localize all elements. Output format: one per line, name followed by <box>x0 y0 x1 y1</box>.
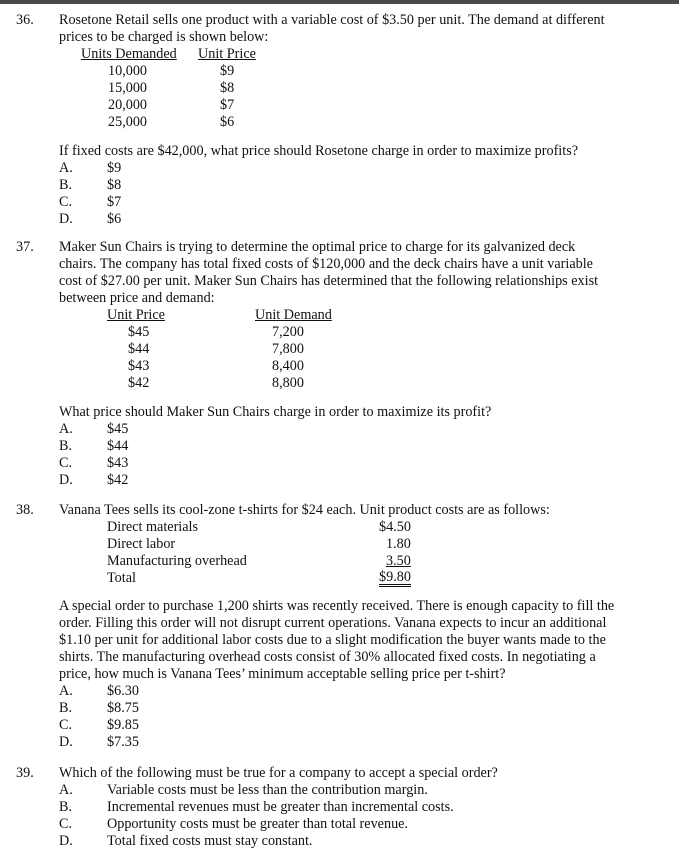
question-prompt: If fixed costs are $42,000, what price should Rosetone charge in order to maximize profits? <box>59 143 579 159</box>
column-header: Unit Price <box>107 307 165 323</box>
question-prompt: Which of the following must be true for a company to accept a special order? <box>59 765 498 781</box>
column-header: Unit Price <box>198 46 256 62</box>
table-cell: $7 <box>220 97 235 113</box>
question-text: shirts. The manufacturing overhead costs consist of 30% allocated fixed costs. In negotiating a <box>59 649 596 665</box>
table-row <box>59 97 659 114</box>
question-text: Maker Sun Chairs is trying to determine the optimal price to charge for its galvanized deck <box>59 239 576 255</box>
table-cell: 7,800 <box>272 341 304 357</box>
cost-value: 3.50 <box>386 553 411 569</box>
option-letter: C. <box>59 455 73 471</box>
option-text: $6 <box>107 211 122 227</box>
option-text: $9 <box>107 160 122 176</box>
answer-option-d[interactable] <box>59 211 659 228</box>
option-text: Opportunity costs must be greater than total revenue. <box>107 816 409 832</box>
answer-option-b[interactable] <box>59 700 659 717</box>
question-number: 39. <box>16 765 34 781</box>
question-text: cost of $27.00 per unit. Maker Sun Chairs has determined that the following relationships exist <box>59 273 599 289</box>
answer-option-a[interactable] <box>59 683 659 700</box>
option-text: $7 <box>107 194 122 210</box>
option-text: $44 <box>107 438 129 454</box>
option-letter: B. <box>59 177 73 193</box>
table-cell: 25,000 <box>108 114 148 130</box>
question-text: $1.10 per unit for additional labor costs due to a slight modification the buyer wants made to the <box>59 632 606 648</box>
option-text: Incremental revenues must be greater than incremental costs. <box>107 799 454 815</box>
question-text: Vanana Tees sells its cool-zone t-shirts for $24 each. Unit product costs are as follows: <box>59 502 550 518</box>
answer-option-c[interactable] <box>59 816 659 833</box>
cost-label: Manufacturing overhead <box>107 553 247 569</box>
table-row <box>59 324 659 341</box>
table-cell: 8,400 <box>272 358 304 374</box>
option-text: $9.85 <box>107 717 139 733</box>
cost-value: $4.50 <box>379 519 411 535</box>
answer-option-a[interactable] <box>59 160 659 177</box>
table-row <box>59 63 659 80</box>
answer-option-d[interactable] <box>59 833 659 850</box>
table-cell: 10,000 <box>108 63 148 79</box>
cost-label: Direct materials <box>107 519 198 535</box>
cost-label: Direct labor <box>107 536 176 552</box>
cost-row <box>59 536 659 553</box>
cost-row <box>59 553 659 570</box>
answer-option-a[interactable] <box>59 782 659 799</box>
option-text: Total fixed costs must stay constant. <box>107 833 313 849</box>
table-row <box>59 80 659 97</box>
option-text: $45 <box>107 421 129 437</box>
answer-option-b[interactable] <box>59 438 659 455</box>
question-text: between price and demand: <box>59 290 215 306</box>
answer-option-d[interactable] <box>59 734 659 751</box>
table-row <box>59 375 659 392</box>
question-prompt: What price should Maker Sun Chairs charge in order to maximize its profit? <box>59 404 492 420</box>
option-text: $8 <box>107 177 122 193</box>
option-text: Variable costs must be less than the contribution margin. <box>107 782 428 798</box>
option-text: $7.35 <box>107 734 139 750</box>
column-header: Units Demanded <box>81 46 177 62</box>
cost-row-total <box>59 570 659 587</box>
option-letter: D. <box>59 472 73 488</box>
answer-option-b[interactable] <box>59 799 659 816</box>
table-cell: $9 <box>220 63 235 79</box>
option-letter: B. <box>59 438 73 454</box>
price-demand-table-header <box>59 307 659 324</box>
page-top-border <box>0 0 679 4</box>
question-text: order. Filling this order will not disrupt current operations. Vanana expects to incur an additional <box>59 615 607 631</box>
table-row <box>59 114 659 131</box>
question-number: 36. <box>16 12 34 28</box>
table-row <box>59 341 659 358</box>
table-cell: $42 <box>128 375 150 391</box>
cost-total-value: $9.80 <box>379 569 411 585</box>
table-cell: $6 <box>220 114 235 130</box>
cost-value: 1.80 <box>386 536 411 552</box>
option-letter: C. <box>59 816 73 832</box>
table-cell: 7,200 <box>272 324 304 340</box>
answer-option-c[interactable] <box>59 194 659 211</box>
column-header: Unit Demand <box>255 307 332 323</box>
option-text: $43 <box>107 455 129 471</box>
table-cell: $43 <box>128 358 150 374</box>
question-number: 37. <box>16 239 34 255</box>
answer-option-b[interactable] <box>59 177 659 194</box>
table-cell: $45 <box>128 324 150 340</box>
cost-label: Total <box>107 570 136 586</box>
option-letter: C. <box>59 717 73 733</box>
question-number: 38. <box>16 502 34 518</box>
question-text: chairs. The company has total fixed costs of $120,000 and the deck chairs have a unit variable <box>59 256 593 272</box>
table-cell: 8,800 <box>272 375 304 391</box>
option-letter: D. <box>59 734 73 750</box>
table-cell: 20,000 <box>108 97 148 113</box>
question-prompt: price, how much is Vanana Tees’ minimum acceptable selling price per t-shirt? <box>59 666 506 682</box>
option-letter: A. <box>59 421 73 437</box>
option-text: $6.30 <box>107 683 139 699</box>
option-letter: A. <box>59 782 73 798</box>
option-text: $8.75 <box>107 700 139 716</box>
demand-table-header <box>59 46 659 63</box>
option-letter: B. <box>59 799 73 815</box>
answer-option-a[interactable] <box>59 421 659 438</box>
option-letter: D. <box>59 833 73 849</box>
option-text: $42 <box>107 472 129 488</box>
table-cell: $8 <box>220 80 235 96</box>
option-letter: D. <box>59 211 73 227</box>
answer-option-c[interactable] <box>59 717 659 734</box>
cost-row <box>59 519 659 536</box>
question-text: A special order to purchase 1,200 shirts was recently received. There is enough capacity to fill the <box>59 598 615 614</box>
table-cell: 15,000 <box>108 80 148 96</box>
option-letter: B. <box>59 700 73 716</box>
answer-option-c[interactable] <box>59 455 659 472</box>
question-text: Rosetone Retail sells one product with a variable cost of $3.50 per unit. The demand at different <box>59 12 605 28</box>
question-text: prices to be charged is shown below: <box>59 29 269 45</box>
table-cell: $44 <box>128 341 150 357</box>
option-letter: A. <box>59 683 73 699</box>
table-row <box>59 358 659 375</box>
option-letter: A. <box>59 160 73 176</box>
option-letter: C. <box>59 194 73 210</box>
answer-option-d[interactable] <box>59 472 659 489</box>
